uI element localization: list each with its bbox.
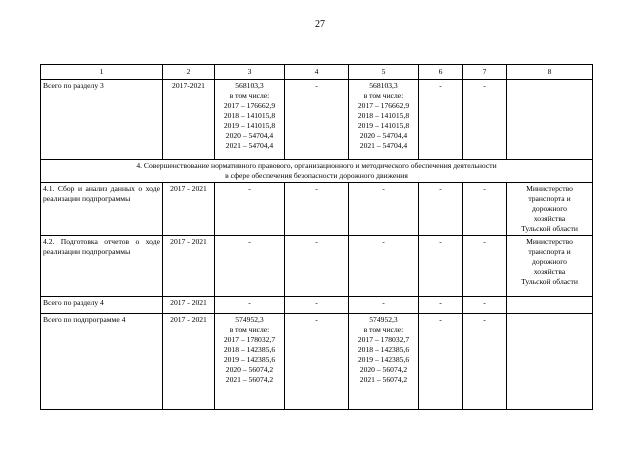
dash-cell: -	[419, 183, 463, 236]
dash-cell: -	[463, 297, 507, 314]
dash-cell: -	[463, 314, 507, 410]
executor-line: Министерство	[526, 184, 573, 193]
col-header-6: 6	[419, 65, 463, 80]
period-cell: 2017 - 2021	[163, 236, 215, 297]
dash-cell: -	[463, 80, 507, 160]
dash-cell: -	[285, 314, 349, 410]
amount-year: 2020 – 56074,2	[225, 365, 274, 374]
dash-cell: -	[285, 80, 349, 160]
amount-year: 2021 – 54704,4	[359, 141, 408, 150]
dash-cell: -	[285, 183, 349, 236]
row-label: 4.2. Подготовка отчетов о ходе реализации подпрограммы	[41, 236, 163, 297]
section-heading-line: 4. Совершенствование нормативного правового, организационного и методического обеспечения деятельности	[136, 161, 497, 170]
amount-year: 2019 – 141015,8	[223, 121, 276, 130]
dash-cell: -	[215, 236, 285, 297]
executor-cell	[507, 297, 593, 314]
section-header-row	[41, 160, 593, 183]
amount-year: 2017 – 176662,9	[357, 101, 410, 110]
amount-cell	[215, 314, 285, 410]
dash-cell: -	[349, 183, 419, 236]
period-cell: 2017-2021	[163, 80, 215, 160]
dash-cell: -	[419, 314, 463, 410]
row-label: 4.1. Сбор и анализ данных о ходе реализации подпрограммы	[41, 183, 163, 236]
amount-note: в том числе:	[363, 325, 404, 334]
amount-year: 2019 – 142385,6	[357, 355, 410, 364]
row-label: Всего по разделу 3	[41, 80, 163, 160]
dash-cell: -	[215, 297, 285, 314]
amount-cell	[215, 80, 285, 160]
col-header-8: 8	[507, 65, 593, 80]
dash-cell: -	[463, 236, 507, 297]
col-header-2: 2	[163, 65, 215, 80]
amount-year: 2021 – 54704,4	[225, 141, 274, 150]
period-cell: 2017 - 2021	[163, 314, 215, 410]
executor-line: Тульской области	[521, 224, 578, 233]
amount-year: 2017 – 178032,7	[357, 335, 410, 344]
dash-cell: -	[419, 297, 463, 314]
amount-year: 2019 – 141015,8	[357, 121, 410, 130]
amount-year: 2021 – 56074,2	[359, 375, 408, 384]
table-row-total-subprogram-4	[41, 314, 593, 410]
column-number-row	[41, 65, 593, 80]
executor-cell	[507, 236, 593, 297]
executor-line: хозяйства	[533, 267, 566, 276]
amount-year: 2017 – 178032,7	[223, 335, 276, 344]
dash-cell: -	[463, 183, 507, 236]
row-label: Всего по подпрограмме 4	[41, 314, 163, 410]
amount-note: в том числе:	[363, 91, 404, 100]
table-row-4-2	[41, 236, 593, 297]
table-row-4-1	[41, 183, 593, 236]
dash-cell: -	[349, 236, 419, 297]
col-header-5: 5	[349, 65, 419, 80]
executor-line: Министерство	[526, 237, 573, 246]
dash-cell: -	[215, 183, 285, 236]
row-label: Всего по разделу 4	[41, 297, 163, 314]
col-header-4: 4	[285, 65, 349, 80]
amount-year: 2021 – 56074,2	[225, 375, 274, 384]
executor-line: дорожного	[532, 204, 567, 213]
dash-cell: -	[349, 297, 419, 314]
amount-year: 2017 – 176662,9	[223, 101, 276, 110]
amount-year: 2020 – 54704,4	[225, 131, 274, 140]
table-row-total-section-3	[41, 80, 593, 160]
dash-cell: -	[285, 297, 349, 314]
dash-cell: -	[285, 236, 349, 297]
executor-line: хозяйства	[533, 214, 566, 223]
amount-year: 2018 – 142385,6	[357, 345, 410, 354]
table-row-total-section-4	[41, 297, 593, 314]
amount-note: в том числе:	[229, 325, 270, 334]
executor-line: Тульской области	[521, 277, 578, 286]
amount-cell	[349, 80, 419, 160]
executor-line: транспорта и	[528, 194, 571, 203]
executor-line: дорожного	[532, 257, 567, 266]
executor-cell	[507, 314, 593, 410]
section-4-heading	[41, 160, 593, 183]
dash-cell: -	[419, 236, 463, 297]
amount-year: 2018 – 142385,6	[223, 345, 276, 354]
executor-line: транспорта и	[528, 247, 571, 256]
amount-total: 568103,3	[369, 81, 398, 90]
amount-total: 574952,3	[235, 315, 264, 324]
amount-year: 2018 – 141015,8	[357, 111, 410, 120]
col-header-1: 1	[41, 65, 163, 80]
amount-year: 2019 – 142385,6	[223, 355, 276, 364]
amount-year: 2018 – 141015,8	[223, 111, 276, 120]
amount-total: 574952,3	[369, 315, 398, 324]
finance-table	[40, 64, 593, 410]
amount-total: 568103,3	[235, 81, 264, 90]
amount-cell	[349, 314, 419, 410]
col-header-7: 7	[463, 65, 507, 80]
period-cell: 2017 - 2021	[163, 183, 215, 236]
period-cell: 2017 - 2021	[163, 297, 215, 314]
page-number: 27	[315, 19, 325, 30]
amount-year: 2020 – 56074,2	[359, 365, 408, 374]
executor-cell	[507, 183, 593, 236]
col-header-3: 3	[215, 65, 285, 80]
amount-note: в том числе:	[229, 91, 270, 100]
executor-cell	[507, 80, 593, 160]
amount-year: 2020 – 54704,4	[359, 131, 408, 140]
dash-cell: -	[419, 80, 463, 160]
section-heading-line: в сфере обеспечения безопасности дорожного движения	[225, 171, 408, 180]
